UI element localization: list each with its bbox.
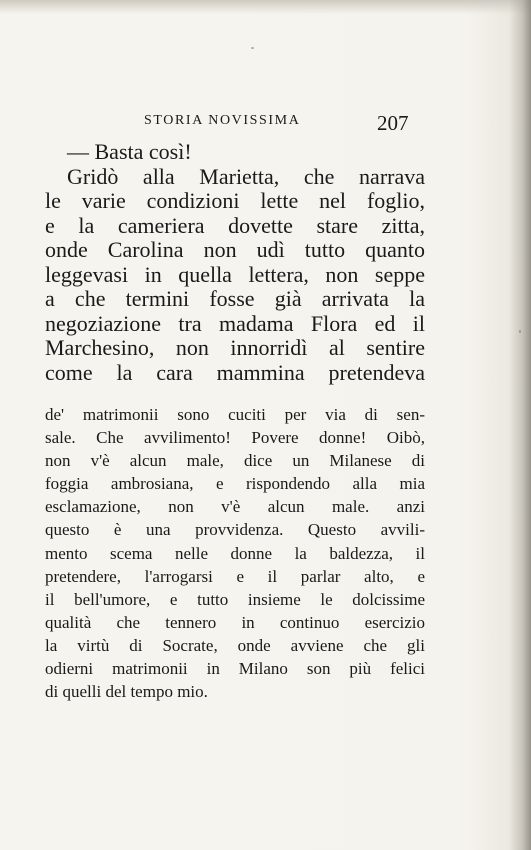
text-line: negoziazione tra madama Flora ed il bbox=[45, 310, 425, 336]
footnote-line: questo è una provvidenza. Questo avvili- bbox=[45, 520, 425, 540]
footnote-line: odierni matrimonii in Milano son più felici bbox=[45, 659, 425, 679]
page-top-shadow bbox=[0, 0, 531, 14]
text-line: le varie condizioni lette nel foglio, bbox=[45, 188, 425, 213]
footnote-line: pretendere, l'arrogarsi e il parlar alto, e bbox=[45, 566, 425, 586]
footnote-line: di quelli del tempo mio. bbox=[45, 682, 208, 702]
text-line: e la cameriera dovette stare zitta, bbox=[45, 212, 425, 238]
text-line: — Basta così! bbox=[67, 139, 192, 164]
footnote-line: la virtù di Socrate, onde avviene che gli bbox=[45, 635, 425, 655]
footnote-line: de' matrimonii sono cuciti per via di sen- bbox=[45, 405, 425, 424]
footnote-line: sale. Che avvilimento! Povere donne! Oibò, bbox=[45, 428, 425, 448]
paper-speck bbox=[519, 330, 521, 333]
footnote-line: mento scema nelle donne la baldezza, il bbox=[45, 543, 425, 563]
footnote-line: il bell'umore, e tutto insieme le dolcissime bbox=[45, 589, 425, 609]
footnote-line: esclamazione, non v'è alcun male. anzi bbox=[45, 497, 425, 517]
footnote-line: non v'è alcun male, dice un Milanese di bbox=[45, 451, 425, 471]
page-number: 207 bbox=[377, 111, 409, 135]
text-line: a che termini fosse già arrivata la bbox=[45, 286, 425, 311]
text-line: come la cara mammina pretendeva bbox=[45, 359, 425, 385]
text-line: onde Carolina non udì tutto quanto bbox=[45, 237, 425, 262]
text-line: Marchesino, non innorridì al sentire bbox=[45, 335, 425, 360]
footnote-block bbox=[45, 403, 425, 703]
footnote-line: qualità che tennero in continuo esercizio bbox=[45, 612, 425, 632]
paper-speck bbox=[251, 47, 254, 49]
text-line: leggevasi in quella lettera, non seppe bbox=[45, 261, 425, 287]
main-text-block bbox=[45, 140, 425, 385]
footnote-line: foggia ambrosiana, e rispondendo alla mia bbox=[45, 474, 425, 494]
page-gutter-shadow bbox=[509, 0, 531, 850]
text-line: Gridò alla Marietta, che narrava bbox=[67, 163, 425, 189]
running-head: STORIA NOVISSIMA bbox=[144, 113, 301, 128]
